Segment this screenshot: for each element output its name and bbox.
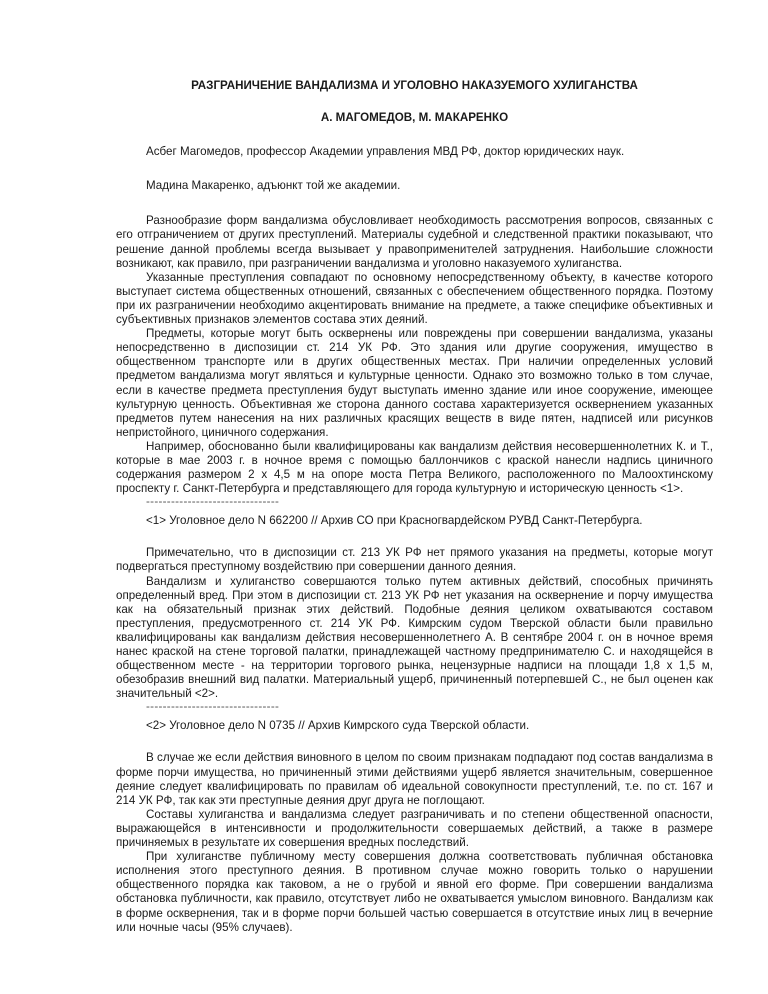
footnote-1: <1> Уголовное дело N 662200 // Архив СО при Красногвардейском РУВД Санкт-Петербурга. [146, 514, 643, 528]
article-authors: А. МАГОМЕДОВ, М. МАКАРЕНКО [320, 111, 509, 125]
paragraph: При хулиганстве публичному месту совершения должна соответствовать публичная обстановка исполнения этого преступного деяния. В противном случае можно говорить только о нарушении общественного порядка как таковом, а не о грубой и явной его форме. При совершении вандализма обстановка публичности, как правило, отсутствует либо не охватывается умыслом виновного. Вандализм как в форме осквернения, так и в форме порчи большей частью совершается в отсутствие иных лиц в вечерние или ночные часы (95% случаев). [116, 850, 713, 934]
author-affiliation-1: Асбег Магомедов, профессор Академии управления МВД РФ, доктор юридических наук. [146, 145, 625, 159]
footnote-2: <2> Уголовное дело N 0735 // Архив Кимрского суда Тверской области. [146, 719, 530, 733]
footnote-separator: -------------------------------- [146, 701, 280, 714]
footnote-separator: -------------------------------- [146, 496, 280, 509]
document-page [116, 79, 713, 935]
paragraph: Разнообразие форм вандализма обусловливает необходимость рассмотрения вопросов, связанных с его отграничением от других преступлений. Материалы судебной и следственной практики показывают, что решение данной проблемы всегда вызывает у правоприменителей затруднения. Наибольшие сложности возникают, как правило, при разграничении вандализма и уголовно наказуемого хулиганства. [116, 214, 713, 270]
author-affiliation-2: Мадина Макаренко, адъюнкт той же академии. [146, 179, 401, 193]
article-title: РАЗГРАНИЧЕНИЕ ВАНДАЛИЗМА И УГОЛОВНО НАКАЗУЕМОГО ХУЛИГАНСТВА [191, 79, 638, 92]
paragraph: Например, обоснованно были квалифицированы как вандализм действия несовершеннолетних К. и Т., которые в мае 2003 г. в ночное время с помощью баллончиков с краской нанесли надпись циничного содержания размером 2 х 4,5 м на опоре моста Петра Великого, расположенного по Малоохтинскому проспекту г. Санкт-Петербурга и представляющего для города культурную и историческую ценность <1>. [116, 439, 713, 496]
paragraph: Примечательно, что в диспозиции ст. 213 УК РФ нет прямого указания на предметы, которые могут подвергаться преступному воздействию при совершении данного деяния. [116, 546, 713, 574]
paragraph: Предметы, которые могут быть осквернены или повреждены при совершении вандализма, указаны непосредственно в диспозиции ст. 214 УК РФ. Это здания или другие сооружения, имущество в общественном транспорте или в других общественных местах. При наличии определенных условий предметом вандализма могут являться и культурные ценности. Однако это возможно только в том случае, если в качестве предмета преступления будут выступать именно здание или иное сооружение, имеющее культурную ценность. Объективная же сторона данного состава характеризуется осквернением указанных предметов путем нанесения на них различных красящих веществ в виде пятен, надписей или рисунков непристойного, циничного содержания. [116, 327, 713, 439]
paragraph: Составы хулиганства и вандализма следует разграничивать и по степени общественной опасности, выражающейся в интенсивности и продолжительности совершаемых действий, а также в размере причиняемых в результате их совершения вредных последствий. [116, 807, 713, 850]
paragraph: Вандализм и хулиганство совершаются только путем активных действий, способных причинять определенный вред. При этом в диспозиции ст. 213 УК РФ нет указания на осквернение и порчу имущества как на обязательный признак этих действий. Подобные деяния целиком охватываются составом преступления, предусмотренного ст. 214 УК РФ. Кимрским судом Тверской области были правильно квалифицированы как вандализм действия несовершеннолетнего А. В сентябре 2004 г. он в ночное время нанес краской на стене торговой палатки, принадлежащей частному предпринимателю С. и находящейся в общественном месте - на территории торгового рынка, нецензурные надписи на площади 1,8 х 1,5 м, обезобразив внешний вид палатки. Материальный ущерб, причиненный потерпевшей С., не был оценен как значительный <2>. [116, 574, 713, 701]
paragraph: В случае же если действия виновного в целом по своим признакам подпадают под состав вандализма в форме порчи имущества, но причиненный этими действиями ущерб является значительным, совершенное деяние следует квалифицировать по правилам об идеальной совокупности преступлений, т.е. по ст. 167 и 214 УК РФ, так как эти преступные деяния друг друга не поглощают. [116, 751, 713, 807]
paragraph: Указанные преступления совпадают по основному непосредственному объекту, в качестве которого выступает система общественных отношений, связанных с обеспечением общественного порядка. Поэтому при их разграничении необходимо акцентировать внимание на предмете, а также специфике объективных и субъективных признаков элементов состава этих деяний. [116, 270, 713, 327]
